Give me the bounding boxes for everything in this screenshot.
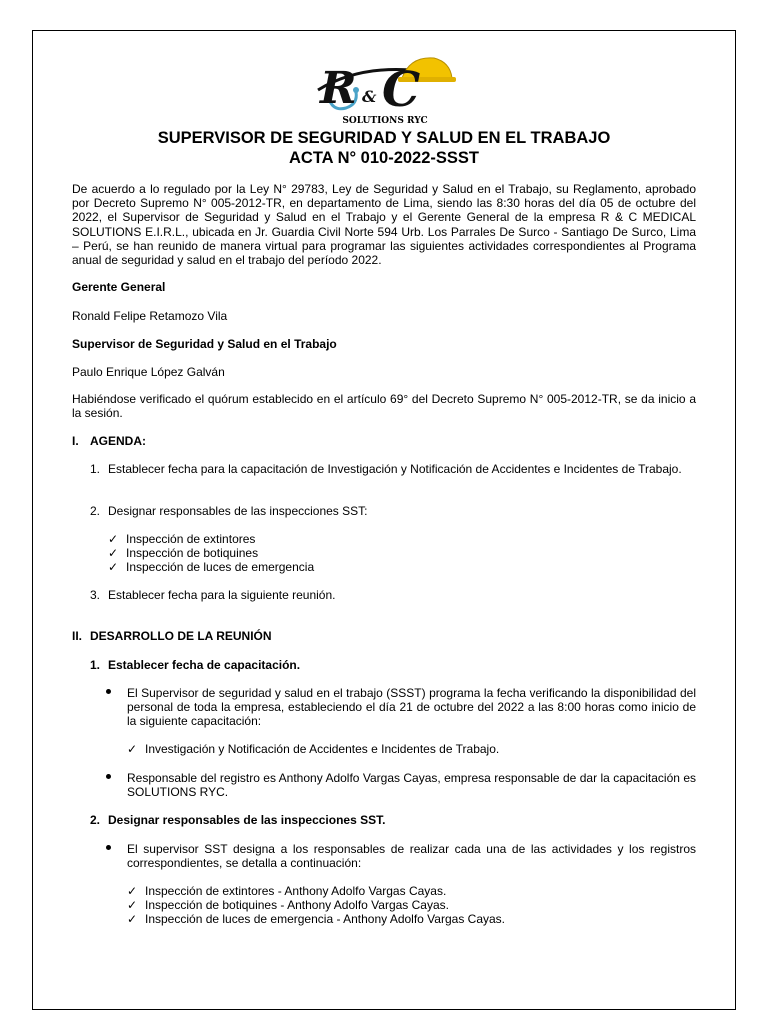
sub2-bullet-1: El supervisor SST designa a los responsables de realizar cada una de las actividades y los registros correspondientes, se detalla a continuación: xyxy=(127,842,696,871)
sub1-check-item: ✓ Investigación y Notificación de Accidentes e Incidentes de Trabajo. xyxy=(127,742,500,756)
agenda-item-1-number: 1. xyxy=(90,462,101,476)
intro-paragraph: De acuerdo a lo regulado por la Ley N° 29783, Ley de Seguridad y Salud en el Trabajo, su Reglamento, aprobado por Decreto Supremo N° 005-2012-TR, en departamento de Lima, siendo las 8:30 horas del día 05 de octubre del 2022, el Supervisor de Seguridad y Salud en el Trabajo y el Gerente General de la empresa R & C MEDICAL SOLUTIONS E.I.R.L., ubicada en Jr. Guardia Civil Norte 594 Urb. Los Parrales De Surco - Santiago De Surco, Lima – Perú, se han reunido de manera virtual para programar las siguientes actividades correspondientes al Programa anual de seguridad y salud en el trabajo del período 2022. xyxy=(72,182,696,268)
supervisor-label: Supervisor de Seguridad y Salud en el Trabajo xyxy=(72,337,337,351)
sub1-bullet-1: El Supervisor de seguridad y salud en el trabajo (SSST) programa la fecha verificando la disponibilidad del personal de toda la empresa, estableciendo el día 21 de octubre del 2022 a las 8:00 horas como inicio de la siguiente capacitación: xyxy=(127,686,696,729)
svg-text:R: R xyxy=(320,63,357,114)
bullet-icon xyxy=(105,842,113,850)
agenda-item-1: Establecer fecha para la capacitación de Investigación y Notificación de Accidentes e Incidentes de Trabajo. xyxy=(108,462,682,476)
bullet-icon xyxy=(105,771,113,779)
svg-text:&: & xyxy=(362,87,377,106)
agenda-item-2: Designar responsables de las inspecciones SST: xyxy=(108,504,368,518)
agenda-item-3-number: 3. xyxy=(90,588,101,602)
agenda-check-item: ✓ Inspección de luces de emergencia xyxy=(108,560,315,574)
check-icon: ✓ xyxy=(108,532,119,546)
sub1-bullet-2: Responsable del registro es Anthony Adolfo Vargas Cayas, empresa responsable de dar la capacitación es SOLUTIONS RYC. xyxy=(127,771,696,800)
agenda-number: I. xyxy=(72,434,79,448)
sub2-heading: Designar responsables de las inspecciones SST. xyxy=(108,813,386,827)
check-icon: ✓ xyxy=(127,912,138,926)
supervisor-name: Paulo Enrique López Galván xyxy=(72,365,225,379)
agenda-heading: AGENDA: xyxy=(90,434,146,448)
check-icon: ✓ xyxy=(108,546,119,560)
bullet-icon xyxy=(105,686,113,694)
quorum-paragraph: Habiéndose verificado el quórum establecido en el artículo 69° del Decreto Supremo N° 005-2012-TR, se da inicio a la sesión. xyxy=(72,392,696,421)
check-icon: ✓ xyxy=(127,742,138,756)
check-icon: ✓ xyxy=(127,898,138,912)
sub2-check-item: ✓ Inspección de botiquines - Anthony Adolfo Vargas Cayas. xyxy=(127,898,449,912)
desarrollo-number: II. xyxy=(72,629,83,643)
document-title: SUPERVISOR DE SEGURIDAD Y SALUD EN EL TRABAJO xyxy=(157,129,611,147)
agenda-item-3: Establecer fecha para la siguiente reunión. xyxy=(108,588,336,602)
sub2-check-item: ✓ Inspección de luces de emergencia - Anthony Adolfo Vargas Cayas. xyxy=(127,912,505,926)
company-logo xyxy=(310,48,460,128)
agenda-check-item: ✓ Inspección de extintores xyxy=(108,532,256,546)
svg-text:C: C xyxy=(382,62,421,118)
document-number: ACTA N° 010-2022-SSST xyxy=(289,149,479,167)
check-icon: ✓ xyxy=(108,560,119,574)
logo-subtitle: SOLUTIONS RYC xyxy=(342,116,428,126)
sub2-check-item: ✓ Inspección de extintores - Anthony Adolfo Vargas Cayas. xyxy=(127,884,447,898)
sub1-heading: Establecer fecha de capacitación. xyxy=(108,658,301,672)
agenda-item-2-number: 2. xyxy=(90,504,101,518)
agenda-check-item: ✓ Inspección de botiquines xyxy=(108,546,259,560)
manager-name: Ronald Felipe Retamozo Vila xyxy=(72,309,228,323)
desarrollo-heading: DESARROLLO DE LA REUNIÓN xyxy=(90,629,272,643)
sub1-number: 1. xyxy=(90,658,101,672)
sub2-number: 2. xyxy=(90,813,101,827)
manager-label: Gerente General xyxy=(72,280,166,294)
check-icon: ✓ xyxy=(127,884,138,898)
